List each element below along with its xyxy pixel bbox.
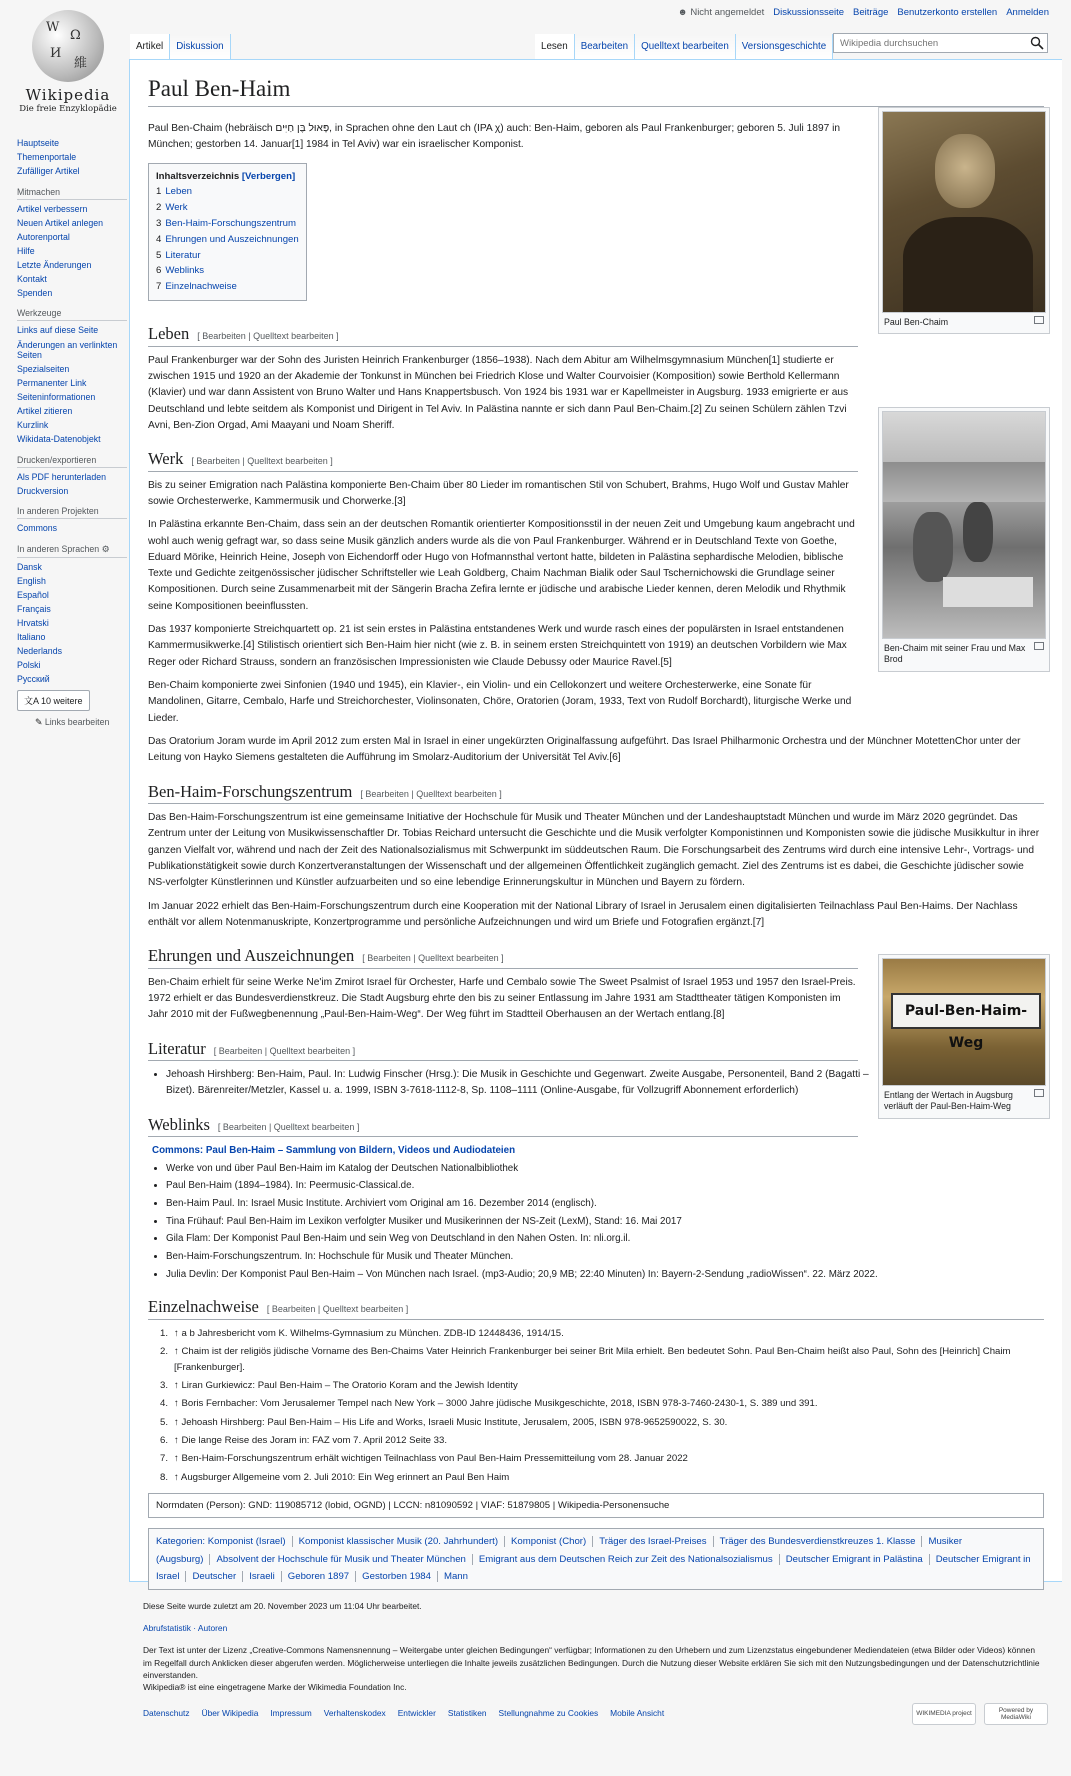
toc-item[interactable] [156,232,299,248]
enlarge-icon[interactable] [1034,642,1044,650]
paragraph: In Palästina erkannte Ben-Chaim, dass sein an der deutschen Romantik orientierter Kompositionsstil in der neuen Zeit und Umgebung kaum angebracht und wohl auch wenig gefragt war, so dass seine Musik gänzlich anders wurde als die von Paul Frankenburger. Während er in Deutschland Texte von Goethe, Eduard Mörike, Heinrich Heine, Joseph von Eichendorff oder Hugo von Hofmannsthal vertont hatte, bildeten in Palästina sephardische Melodien, biblische Texte und Gedichte zeitgenössischer jüdischer Schriftsteller wie Leah Goldberg, Chaim Nachman Bialik oder Saul Tschernichowski die Grundlage seiner Kompositionen. Durch seine Zusammenarbeit mit der Sängerin Bracha Zefira lernte er jüdische und arabische Lieder kennen, deren Melodik und Rhythmik seine Kompositionen beeinflussten. [148,519,855,612]
paragraph: Im Januar 2022 erhielt das Ben-Haim-Forschungszentrum durch eine Kooperation mit der National Library of Israel in Jerusalem einen digitalisierten Teilnachlass Paul Ben-Haims. Der Nachlass enthält vor allem Notenmanuskripte, Konzertprogramme und persönliche Aufzeichnungen und wird um Briefe und Fotografien ergänzt.[7] [148,900,1018,928]
weblink-item[interactable]: • Tina Frühauf: Paul Ben-Haim im Lexikon verfolgter Musiker und Musikerinnen der NS-Zeit (LexM), Stand: 16. Mai 2017 [166,1214,1044,1230]
section-heading-literatur: Literatur [ Bearbeiten | Quelltext bearbeiten ] [148,1038,858,1061]
literature-list [166,1067,876,1100]
toc-item[interactable] [156,184,299,200]
trademark-text: Wikipedia® ist eine eingetragene Marke der Wikimedia Foundation Inc. [143,1681,407,1692]
section-heading-forschung: Ben-Haim-Forschungszentrum [ Bearbeiten | Quelltext bearbeiten ] [148,781,1044,804]
section-edit-links[interactable]: [ Bearbeiten | Quelltext bearbeiten ] [191,456,333,467]
paragraph: Das Ben-Haim-Forschungszentrum ist eine gemeinsame Initiative der Hochschule für Musik und Theater München und der Landeshauptstadt München und wurde im März 2020 gegründet. Das Zentrum unter der Leitung von Musikwissenschaftler Dr. Tobias Reichard untersucht die Geschichte und die Musik verfolgter Komponistinnen und Komponisten sowie die jüdische Musikkultur in ihrer ganzen Vielfalt vor, während und nach der Zeit des Nationalsozialismus mit Schwerpunkt im süddeutschen Raum. Die Forschungsarbeit des Zentrums wird durch eine intensive Lehr-, Vortrags- und Publikationstätigkeit sowie durch Konzertveranstaltungen der Wissenschaft und der allgemeinen Öffentlichkeit zugänglich gemacht. Ziel des Zentrums ist es dabei, die Geschichte jüdischer sowie NS-verfolgter Künstlerinnen und Künstler aufzuarbeiten und so eine lebendige Erinnerungskultur in München und Bayern zu fördern. [148,812,1040,889]
sidebar-item[interactable]: Wikidata-Datenobjekt [17,434,101,445]
sidebar-item[interactable]: Polski [17,660,41,671]
enlarge-icon[interactable] [1034,316,1044,324]
reference-item: 8. ↑ Augsburger Allgemeine vom 2. Juli 2010: Ein Weg erinnert an Paul Ben Haim [160,1471,510,1483]
section-heading-ehrungen: Ehrungen und Auszeichnungen [ Bearbeiten | Quelltext bearbeiten ] [148,945,858,968]
image-caption: Paul Ben-Chaim [884,317,949,327]
weblink-item[interactable]: • Julia Devlin: Der Komponist Paul Ben-Haim – Von München nach Israel. (mp3-Audio; 20,9 MB; 22:40 Minuten) In: Bayern-2-Sendung „radioWissen“. 22. März 2022. [166,1267,1044,1283]
street-sign-image[interactable] [882,958,1046,1086]
toc-link[interactable]: Werk [165,202,188,214]
toc-number: 2 [156,202,162,214]
references-list [160,1326,1044,1485]
image-caption: Entlang der Wertach in Augsburg verläuft der Paul-Ben-Haim-Weg [882,1086,1046,1115]
toc-link[interactable]: Ehrungen und Auszeichnungen [165,233,299,245]
literature-item: • Jehoash Hirshberg: Ben-Haim, Paul. In: Ludwig Finscher (Hrsg.): Die Musik in Geschichte und Gegenwart. Zweite Ausgabe, Personenteil, Band 2 (Bagatti – Bizet). Bärenreiter/Metzler, Kassel u. a. 1999, ISBN 3-7618-1112-8, Sp. 1108–1111 (Online-Ausgabe, für Vollzugriff Abonnement erforderlich) [166,1067,876,1100]
toc-number: 1 [156,186,162,198]
weblink-item[interactable]: • Paul Ben-Haim (1894–1984). In: Peermusic-Classical.de. [166,1178,1044,1194]
footer-link[interactable]: Stellungnahme zu Cookies [498,1708,599,1719]
sidebar-heading: Werkzeuge [17,308,127,321]
category-link[interactable]: Geboren 1897 [287,1570,350,1582]
sidebar-item[interactable]: Kurzlink [17,420,49,431]
sidebar-projekte [17,506,127,534]
intro-paragraph: Paul Ben-Chaim (hebräisch פָּאוּל בֶּן חַיִּים, in Sprachen ohne den Laut ch (IPA χ) auch: Ben-Haim, geboren als Paul Frankenburger; geboren 5. Juli 1897 in München; gestorben 14. Januar[1] 1984 in Tel Aviv) war ein israelischer Komponist. [148,122,841,151]
tagline: Die freie Enzyklopädie [19,104,117,114]
sidebar-item[interactable]: Themenportale [17,152,77,163]
weblinks-list [152,1143,1044,1282]
sidebar-item[interactable]: Änderungen an verlinkten Seiten [17,339,118,361]
main-content [129,59,1062,1582]
category-link[interactable]: Musiker (Augsburg) [156,1536,963,1565]
weblink-item[interactable]: • Werke von und über Paul Ben-Haim im Katalog der Deutschen Nationalbibliothek [166,1161,1044,1177]
section-heading-leben: Leben [ Bearbeiten | Quelltext bearbeiten ] [148,323,858,346]
section-edit-links[interactable]: [ Bearbeiten | Quelltext bearbeiten ] [266,1304,409,1315]
section-ehrungen [148,975,858,1024]
category-link[interactable]: Israeli [249,1570,275,1582]
footer-link[interactable]: Statistiken [447,1708,487,1719]
translate-icon: 文A [24,696,39,707]
sidebar-item[interactable]: Kontakt [17,273,47,284]
toc-link[interactable]: Ben-Haim-Forschungszentrum [165,218,296,229]
toc-toggle[interactable]: [Verbergen] [241,170,296,182]
sidebar-item[interactable]: Español [17,590,49,601]
toc-item[interactable] [156,216,299,232]
category-link[interactable]: Komponist klassischer Musik (20. Jahrhundert) [298,1536,499,1548]
view-tabs [535,34,833,59]
enlarge-icon[interactable] [1034,1089,1044,1097]
mediawiki-badge[interactable]: Powered by MediaWiki [984,1703,1048,1725]
sidebar-item[interactable]: Dansk [17,562,42,573]
category-link[interactable]: Träger des Bundesverdienstkreuzes 1. Klasse [719,1536,916,1548]
category-link[interactable]: Gestorben 1984 [362,1570,431,1582]
sidebar-sprachen [17,544,127,728]
toc-number: 7 [156,281,162,293]
reference-item: 1. ↑ a b Jahresbericht vom K. Wilhelms-Gymnasium zu München. ZDB-ID 12448436, 1914/15. [160,1327,564,1339]
sidebar-mitmachen [17,187,127,299]
footer-link[interactable]: Mobile Ansicht [610,1708,665,1719]
footer [143,1600,1043,1719]
reference-item: 4. ↑ Boris Fernbacher: Vom Jerusalemer Tempel nach New York – 3000 Jahre jüdische Musikgeschichte, 2018, ISBN 978-3-7460-2430-1, S. 389 und 391. [160,1398,818,1410]
weblink-item[interactable]: • Ben-Haim-Forschungszentrum. In: Hochschule für Musik und Theater München. [166,1249,1044,1265]
toc-number: 6 [156,265,162,277]
toc-item[interactable] [156,200,299,216]
toc-number: 5 [156,249,162,261]
page-title: Paul Ben-Haim [148,74,1044,107]
section-heading-nachweise: Einzelnachweise [ Bearbeiten | Quelltext bearbeiten ] [148,1296,1044,1319]
category-link[interactable]: Absolvent der Hochschule für Musik und Theater München [216,1553,466,1565]
section-forschung [148,810,1044,931]
category-link[interactable]: Emigrant aus dem Deutschen Reich zur Zeit des Nationalsozialismus [478,1553,773,1565]
category-link[interactable]: Mann [443,1570,468,1582]
sidebar-heading: Mitmachen [17,187,127,200]
user-icon: ☻ [677,7,688,18]
category-link[interactable]: Deutscher Emigrant in Palästina [785,1553,923,1565]
user-links [678,7,1049,18]
thumb-street-sign[interactable] [878,954,1050,1119]
edit-interlanguage-link[interactable]: Links bearbeiten [44,717,110,728]
sidebar-werkzeuge [17,308,127,444]
sidebar-heading: Drucken/exportieren [17,455,127,468]
sidebar-item[interactable]: Hauptseite [17,138,60,148]
sidebar-item[interactable]: Als PDF herunterladen [17,471,106,482]
paragraph: Ben-Chaim erhielt für seine Werke Ne'im Zmirot Israel für Orchester, Harfe und Cembalo sowie The Sweet Psalmist of Israel 1953 und 1957 den Israel-Preis. 1972 erhielt er das Bundesverdienstkreuz. Die Stadt Augsburg ehrte den bis zu seiner Entlassung im Jahre 1931 am Stadttheater tätigen Komponisten im Jahr 2010 mit der Fußwegbenennung „Paul-Ben-Haim-Weg“. Der Weg führt im Stadtteil Oberhausen an der Wertach entlang.[8] [148,976,856,1021]
sidebar [17,138,127,738]
toc-link[interactable]: Einzelnachweise [165,281,237,293]
sidebar-item[interactable]: Nederlands [17,646,62,657]
wordmark: Wikipedia [25,86,111,104]
last-modified: Diese Seite wurde zuletzt am 20. November 2023 um 11:04 Uhr bearbeitet. [143,1601,422,1611]
sidebar-item[interactable]: English [17,576,46,587]
sidebar-item[interactable]: Neuen Artikel anlegen [17,217,104,228]
sidebar-item[interactable]: Autorenportal [17,231,70,242]
sidebar-item[interactable]: Artikel verbessern [17,203,88,214]
tab-versionsgeschichte[interactable]: Versionsgeschichte [736,34,833,59]
sidebar-item[interactable]: Druckversion [17,485,69,496]
section-edit-links[interactable]: [ Bearbeiten | Quelltext bearbeiten ] [213,1045,356,1056]
paragraph: Ben-Chaim komponierte zwei Sinfonien (1940 und 1945), ein Klavier-, ein Violin- und ein Cellokonzert und weitere Orchesterwerke, eine Sonate für Mandolinen, Gitarre, Cembalo, Harfe und Streichorchester, Violinsonaten, Chöre, Oratorien (Joram, 1933, Text von Rudolf Borchardt), liturgische Werke und Lieder. [148,680,852,724]
footer-badges [912,1703,1048,1725]
reference-item: 7. ↑ Ben-Haim-Forschungszentrum erhält wichtigen Teilnachlass von Paul Ben-Haim Pressemitteilung vom 28. Januar 2022 [160,1453,688,1465]
paragraph: Paul Frankenburger war der Sohn des Juristen Heinrich Frankenburger (1856–1938). Nach dem Abitur am Wilhelmsgymnasium München[1] studierte er zwischen 1915 und 1920 an der Akademie der Tonkunst in München bei Friedrich Klose und Walter Courvoisier (Komposition) sowie Berthold Kellermann (Klavier) und war dann Assistent von Bruno Walter und Hans Knappertsbusch. Von 1924 bis 1931 war er Kapellmeister in Augsburg. 1933 emigrierte er aus Deutschland und lebte seitdem als Komponist und Dirigent in Tel Aviv. In Palästina nannte er sich dann Paul Ben-Chaim.[2] Zu seinen Schülern zählen Tzvi Avni, Ben-Zion Orgad, Ami Maayani und Noam Sheriff. [148,354,849,431]
category-link[interactable]: Deutscher Emigrant in Israel [156,1553,1031,1582]
family-image[interactable] [882,411,1046,639]
sidebar-drucken [17,455,127,497]
search-input[interactable] [833,33,1048,53]
footer-links [143,1707,1043,1719]
namespace-tabs [130,34,231,59]
footer-link[interactable]: Über Wikipedia [201,1708,259,1719]
table-of-contents [148,163,307,302]
toc-item[interactable] [156,248,299,264]
stats-links[interactable]: Abrufstatistik · Autoren [143,1623,228,1634]
tab-artikel[interactable]: Artikel [130,34,170,59]
section-leben [148,353,858,435]
normdaten-box[interactable]: Normdaten (Person): GND: 119085712 (lobid, OGND) | LCCN: n81090592 | VIAF: 51879805 | Wikipedia-Personensuche [148,1493,1044,1518]
tab-bearbeiten[interactable]: Bearbeiten [575,34,635,59]
toc-number: 4 [156,233,162,245]
sidebar-item[interactable]: Spezialseiten [17,364,70,375]
category-box [148,1528,1044,1590]
sidebar-item[interactable]: Seiteninformationen [17,392,96,403]
reference-item: 5. ↑ Jehoash Hirshberg: Paul Ben-Haim – His Life and Works, Israeli Music Institute, Jerusalem, 2005, ISBN 978-9652590022, S. 30. [160,1416,728,1428]
more-languages-button[interactable]: 文A 10 weitere [17,690,90,711]
weblink-item[interactable]: Commons: Paul Ben-Haim – Sammlung von Bildern, Videos und Audiodateien [152,1145,516,1157]
section-werk [148,478,858,727]
sidebar-item[interactable]: Letzte Änderungen [17,259,92,270]
search-icon[interactable] [1030,36,1044,50]
sidebar-item[interactable]: Permanenter Link [17,378,87,389]
toc-link[interactable]: Literatur [165,249,201,261]
toc-title: Inhaltsverzeichnis [Verbergen] [156,170,296,182]
reference-item: 3. ↑ Liran Gurkiewicz: Paul Ben-Haim – The Oratorio Koram and the Jewish Identity [160,1379,518,1391]
login-link[interactable]: Anmelden [1006,7,1049,18]
pencil-icon: ✎ [35,717,43,728]
sidebar-item[interactable]: Français [17,604,51,615]
category-link[interactable]: Komponist (Chor) [511,1536,587,1548]
section-edit-links[interactable]: [ Bearbeiten | Quelltext bearbeiten ] [360,788,502,799]
category-link[interactable]: Träger des Israel-Preises [599,1536,707,1548]
sidebar-main [17,138,127,177]
tab-diskussion[interactable]: Diskussion [170,34,230,59]
sidebar-item[interactable]: Italiano [17,632,46,643]
sidebar-item[interactable]: Artikel zitieren [17,406,73,417]
talk-link[interactable]: Diskussionsseite [773,7,845,18]
create-account-link[interactable]: Benutzerkonto erstellen [897,7,998,18]
sidebar-item[interactable]: Spenden [17,287,53,298]
toc-number: 3 [156,218,162,229]
categories-label[interactable]: Kategorien: [156,1536,206,1548]
portrait-image[interactable] [882,111,1046,313]
sidebar-item[interactable]: Hilfe [17,245,35,256]
section-edit-links[interactable]: [ Bearbeiten | Quelltext bearbeiten ] [197,331,339,342]
globe-icon: W Ω И 維 [32,10,104,82]
user-status: ☻ Nicht angemeldet [677,7,765,18]
paragraph: Das 1937 komponierte Streichquartett op. 21 ist sein erstes in Palästina entstandenes Werk und wurde rasch eines der populärsten in Israel entstandenen Kammermusikwerke.[4] Stilistisch orientiert sich Ben-Haim hier nicht (wie z. B. in seinem ersten Streichquintett von 1919) an deutschen Vorbildern wie Max Reger oder Richard Strauss, sondern an französischen Impressionisten wie Claude Debussy oder Maurice Ravel.[5] [148,624,847,668]
paragraph: Das Oratorium Joram wurde im April 2012 zum ersten Mal in Israel in einer ungekürzten Originalfassung aufgeführt. Das Israel Philharmonic Orchestra und der Münchner MotettenChor unter der Leitung von Hayko Siemens gestalteten die Aufführung im Smolarz-Auditorium der Universität Tel Aviv.[6] [148,735,1021,764]
category-link[interactable]: Deutscher [192,1570,237,1582]
sidebar-item[interactable]: Hrvatski [17,618,49,629]
paragraph: Bis zu seiner Emigration nach Palästina komponierte Ben-Chaim über 80 Lieder im romantischen Stil von Schubert, Brahms, Hugo Wolf und Gustav Mahler sowie Orchesterwerke, Kammermusik und Chorwerke.[3] [148,479,849,507]
sidebar-item[interactable]: Commons [17,523,58,534]
section-edit-links[interactable]: [ Bearbeiten | Quelltext bearbeiten ] [217,1121,360,1132]
footer-link[interactable]: Datenschutz [143,1708,190,1719]
toc-link[interactable]: Leben [165,186,193,198]
section-heading-werk: Werk [ Bearbeiten | Quelltext bearbeiten ] [148,448,858,471]
sidebar-heading: In anderen Sprachen ⚙ [17,544,127,558]
street-sign: Paul-Ben-Haim-Weg [891,993,1041,1029]
wikipedia-logo[interactable] [14,6,122,114]
image-caption: Ben-Chaim mit seiner Frau und Max Brod [882,639,1046,668]
tab-quelltext[interactable]: Quelltext bearbeiten [635,34,736,59]
wikimedia-badge[interactable]: WIKIMEDIA project [912,1703,976,1725]
weblink-item[interactable]: • Ben-Haim Paul. In: Israel Music Institute. Archiviert vom Original am 16. Dezember 2014 (englisch). [166,1196,1044,1212]
thumb-portrait[interactable] [878,107,1050,334]
reference-item: 2. ↑ Chaim ist der religiös jüdische Vorname des Ben-Chaims Vater Heinrich Frankenburger bei seiner Brit Mila erhielt. Ben bedeutet Sohn. Paul Ben-Chaim heißt also Paul, Sohn des [Heinrich] Chaim [Frankenburger]. [160,1346,1011,1373]
footer-link[interactable]: Entwickler [397,1708,436,1719]
section-heading-weblinks: Weblinks [ Bearbeiten | Quelltext bearbeiten ] [148,1114,858,1137]
contributions-link[interactable]: Beiträge [853,7,889,18]
toc-item[interactable] [156,279,299,295]
license-text: Der Text ist unter der Lizenz „Creative-Commons Namensnennung – Weitergabe unter gleichen Bedingungen“ verfügbar; Informationen zu den Urhebern und zum Lizenzstatus eingebundener Mediendateien (etwa Bilder oder Videos) können im Regelfall durch Anklicken dieser abgerufen werden. Möglicherweise unterliegen die Inhalte jeweils zusätzlichen Bedingungen. Durch die Nutzung dieser Website erklären Sie sich mit den Nutzungsbedingungen und der Datenschutzrichtlinie einverstanden. [143,1645,1040,1680]
thumb-family[interactable] [878,407,1050,672]
footer-link[interactable]: Impressum [270,1708,312,1719]
section-edit-links[interactable]: [ Bearbeiten | Quelltext bearbeiten ] [362,953,504,964]
gear-icon[interactable]: ⚙ [101,544,110,555]
reference-item: 6. ↑ Die lange Reise des Joram in: FAZ vom 7. April 2012 Seite 33. [160,1434,448,1446]
sidebar-heading: In anderen Projekten [17,506,127,519]
sidebar-item[interactable]: Zufälliger Artikel [17,166,80,177]
toc-link[interactable]: Weblinks [165,265,205,277]
category-link[interactable]: Komponist (Israel) [207,1536,286,1548]
sidebar-item[interactable]: Links auf diese Seite [17,325,99,336]
weblink-item[interactable]: • Gila Flam: Der Komponist Paul Ben-Haim und sein Weg von Deutschland in den Nahen Osten. In: nli.org.il. [166,1231,1044,1247]
tab-lesen[interactable]: Lesen [535,34,575,59]
sidebar-item[interactable]: Русский [17,674,50,685]
footer-link[interactable]: Verhaltenskodex [323,1708,386,1719]
toc-item[interactable] [156,263,299,279]
